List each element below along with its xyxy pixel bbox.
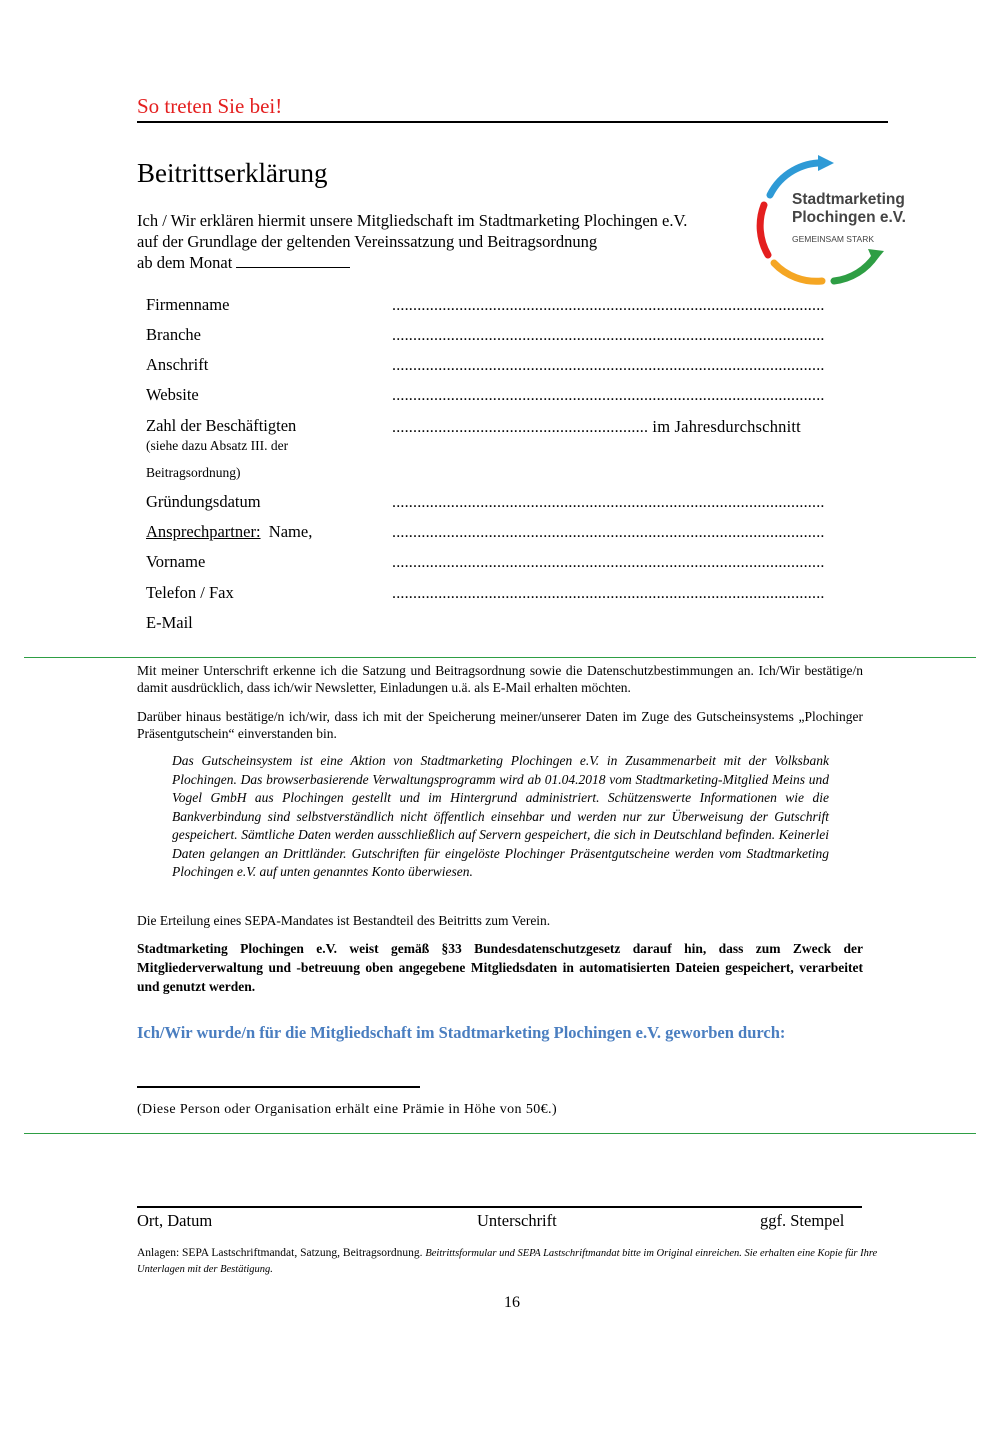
signature-line[interactable] <box>137 1206 862 1208</box>
recruited-by-heading: Ich/Wir wurde/n für die Mitgliedschaft im Stadtmarketing Plochingen e.V. geworben durch: <box>137 1023 786 1042</box>
page-number: 16 <box>504 1294 520 1311</box>
field-input-industry[interactable]: ....................................................................................................... <box>392 327 825 344</box>
header-divider <box>137 121 888 123</box>
section-title: So treten Sie bei! <box>137 94 283 118</box>
page-title: Beitrittserklärung <box>137 158 328 188</box>
employees-suffix: im Jahresdurchschnitt <box>652 417 801 436</box>
field-label-industry: Branche <box>146 325 201 344</box>
logo-arc-red <box>760 205 768 255</box>
field-label-email: E-Mail <box>146 613 193 632</box>
field-label-address: Anschrift <box>146 355 209 374</box>
logo-tagline: GEMEINSAM STARK <box>792 234 875 244</box>
logo-text-line2: Plochingen e.V. <box>792 209 906 226</box>
employees-dots: ............................................................. <box>392 419 649 436</box>
field-input-founded[interactable]: ....................................................................................................... <box>392 494 825 511</box>
contact-label-underlined: Ansprechpartner: <box>146 522 261 541</box>
consent-paragraph-2: Darüber hinaus bestätige/n ich/wir, dass ich mit der Speicherung meiner/unserer Daten im Zuge des Gutscheinsystems „Plochinger Präsentgutschein“ einverstanden bin. <box>137 709 863 741</box>
field-label-company: Firmenname <box>146 295 230 314</box>
field-input-company[interactable]: ....................................................................................................... <box>392 297 825 314</box>
intro-line-1: Ich / Wir erklären hiermit unsere Mitgliedschaft im Stadtmarketing Plochingen e.V. <box>137 211 688 230</box>
field-label-employees: Zahl der Beschäftigten <box>146 416 297 435</box>
intro-line-3 <box>137 252 687 273</box>
field-label-founded: Gründungsdatum <box>146 492 261 511</box>
field-label-phone: Telefon / Fax <box>146 583 234 602</box>
bonus-note: (Diese Person oder Organisation erhält eine Prämie in Höhe von 50€.) <box>137 1102 558 1117</box>
intro-line-2: auf der Grundlage der geltenden Vereinssatzung und Beitragsordnung <box>137 232 598 251</box>
field-label-contact <box>146 522 312 542</box>
field-input-employees[interactable] <box>392 417 801 437</box>
data-protection-notice: Stadtmarketing Plochingen e.V. weist gemäß §33 Bundesdatenschutzgesetz darauf hin, dass zum Zweck der Mitgliederverwaltung und -betreuung oben angegebene Mitgliedsdaten in automatisierten Dateien gespeichert, verarbeitet und genutzt werden. <box>137 941 863 994</box>
logo-arc-green <box>834 255 876 281</box>
month-input-line[interactable] <box>236 252 350 268</box>
intro-text <box>137 210 687 273</box>
logo-arrow-blue <box>818 155 834 171</box>
sepa-note: Die Erteilung eines SEPA-Mandates ist Bestandteil des Beitritts zum Verein. <box>137 913 551 928</box>
field-input-contact-name[interactable]: ....................................................................................................... <box>392 524 825 541</box>
section-divider-2 <box>24 1133 976 1134</box>
voucher-info-block: Das Gutscheinsystem ist eine Aktion von Stadtmarketing Plochingen e.V. in Zusammenarbeit mit der Volksbank Plochingen. Das browserbasierende Verwaltungsprogramm wird ab 01.04.2018 vom Stadtmarketing-Mitglied Meins und Vogel GmbH aus Plochingen gestellt und im Hintergrund administriert. Schützenswerte Informationen wie die Bankverbindung sind selbstverständlich nicht öffentlich einsehbar und werden nur zur Überweisung der Gutschrift gespeichert. Sämtliche Daten werden ausschließlich auf Servern gespeichert, die sich in Deutschland befinden. Keinerlei Daten gelangen an Drittländer. Gutschriften für eingelöste Plochinger Präsentgutscheine werden vom Stadtmarketing Plochingen e.V. auf unten genanntes Konto überwiesen. <box>172 753 829 879</box>
recruiter-input-line[interactable] <box>137 1086 420 1088</box>
field-input-website[interactable]: ....................................................................................................... <box>392 387 825 404</box>
attachments-instructions: Beitrittsformular und SEPA Lastschriftmandat bitte im Original einreichen. Sie erhalten eine Kopie für Ihre Unterlagen mit der Bestätigung. <box>137 1248 878 1275</box>
stamp-label: ggf. Stempel <box>760 1211 845 1230</box>
employees-note-line-1: (siehe dazu Absatz III. der <box>146 438 289 453</box>
field-input-phone[interactable]: ....................................................................................................... <box>392 585 825 602</box>
consent-paragraph-1: Mit meiner Unterschrift erkenne ich die Satzung und Beitragsordnung sowie die Datenschutzbestimmungen an. Ich/Wir bestätige/n damit ausdrücklich, dass ich/wir Newsletter, Einladungen u.ä. als E-Mail erhalten möchten. <box>137 663 863 695</box>
field-input-address[interactable]: ....................................................................................................... <box>392 357 825 374</box>
employees-note-line-2: Beitragsordnung) <box>146 465 241 480</box>
logo-text-line1: Stadtmarketing <box>792 191 905 208</box>
field-label-website: Website <box>146 385 199 404</box>
attachments-note <box>137 1246 897 1277</box>
signature-label: Unterschrift <box>477 1211 557 1230</box>
field-input-firstname[interactable]: ....................................................................................................... <box>392 554 825 571</box>
contact-label-name: Name, <box>268 522 313 541</box>
attachments-list: Anlagen: SEPA Lastschriftmandat, Satzung, Beitragsordnung. <box>137 1247 423 1259</box>
field-label-firstname: Vorname <box>146 552 206 571</box>
intro-month-label: ab dem Monat <box>137 253 233 272</box>
logo-arc-orange <box>774 263 822 281</box>
section-divider-1 <box>24 657 976 658</box>
stadtmarketing-logo <box>748 155 908 287</box>
place-date-label: Ort, Datum <box>137 1211 213 1230</box>
